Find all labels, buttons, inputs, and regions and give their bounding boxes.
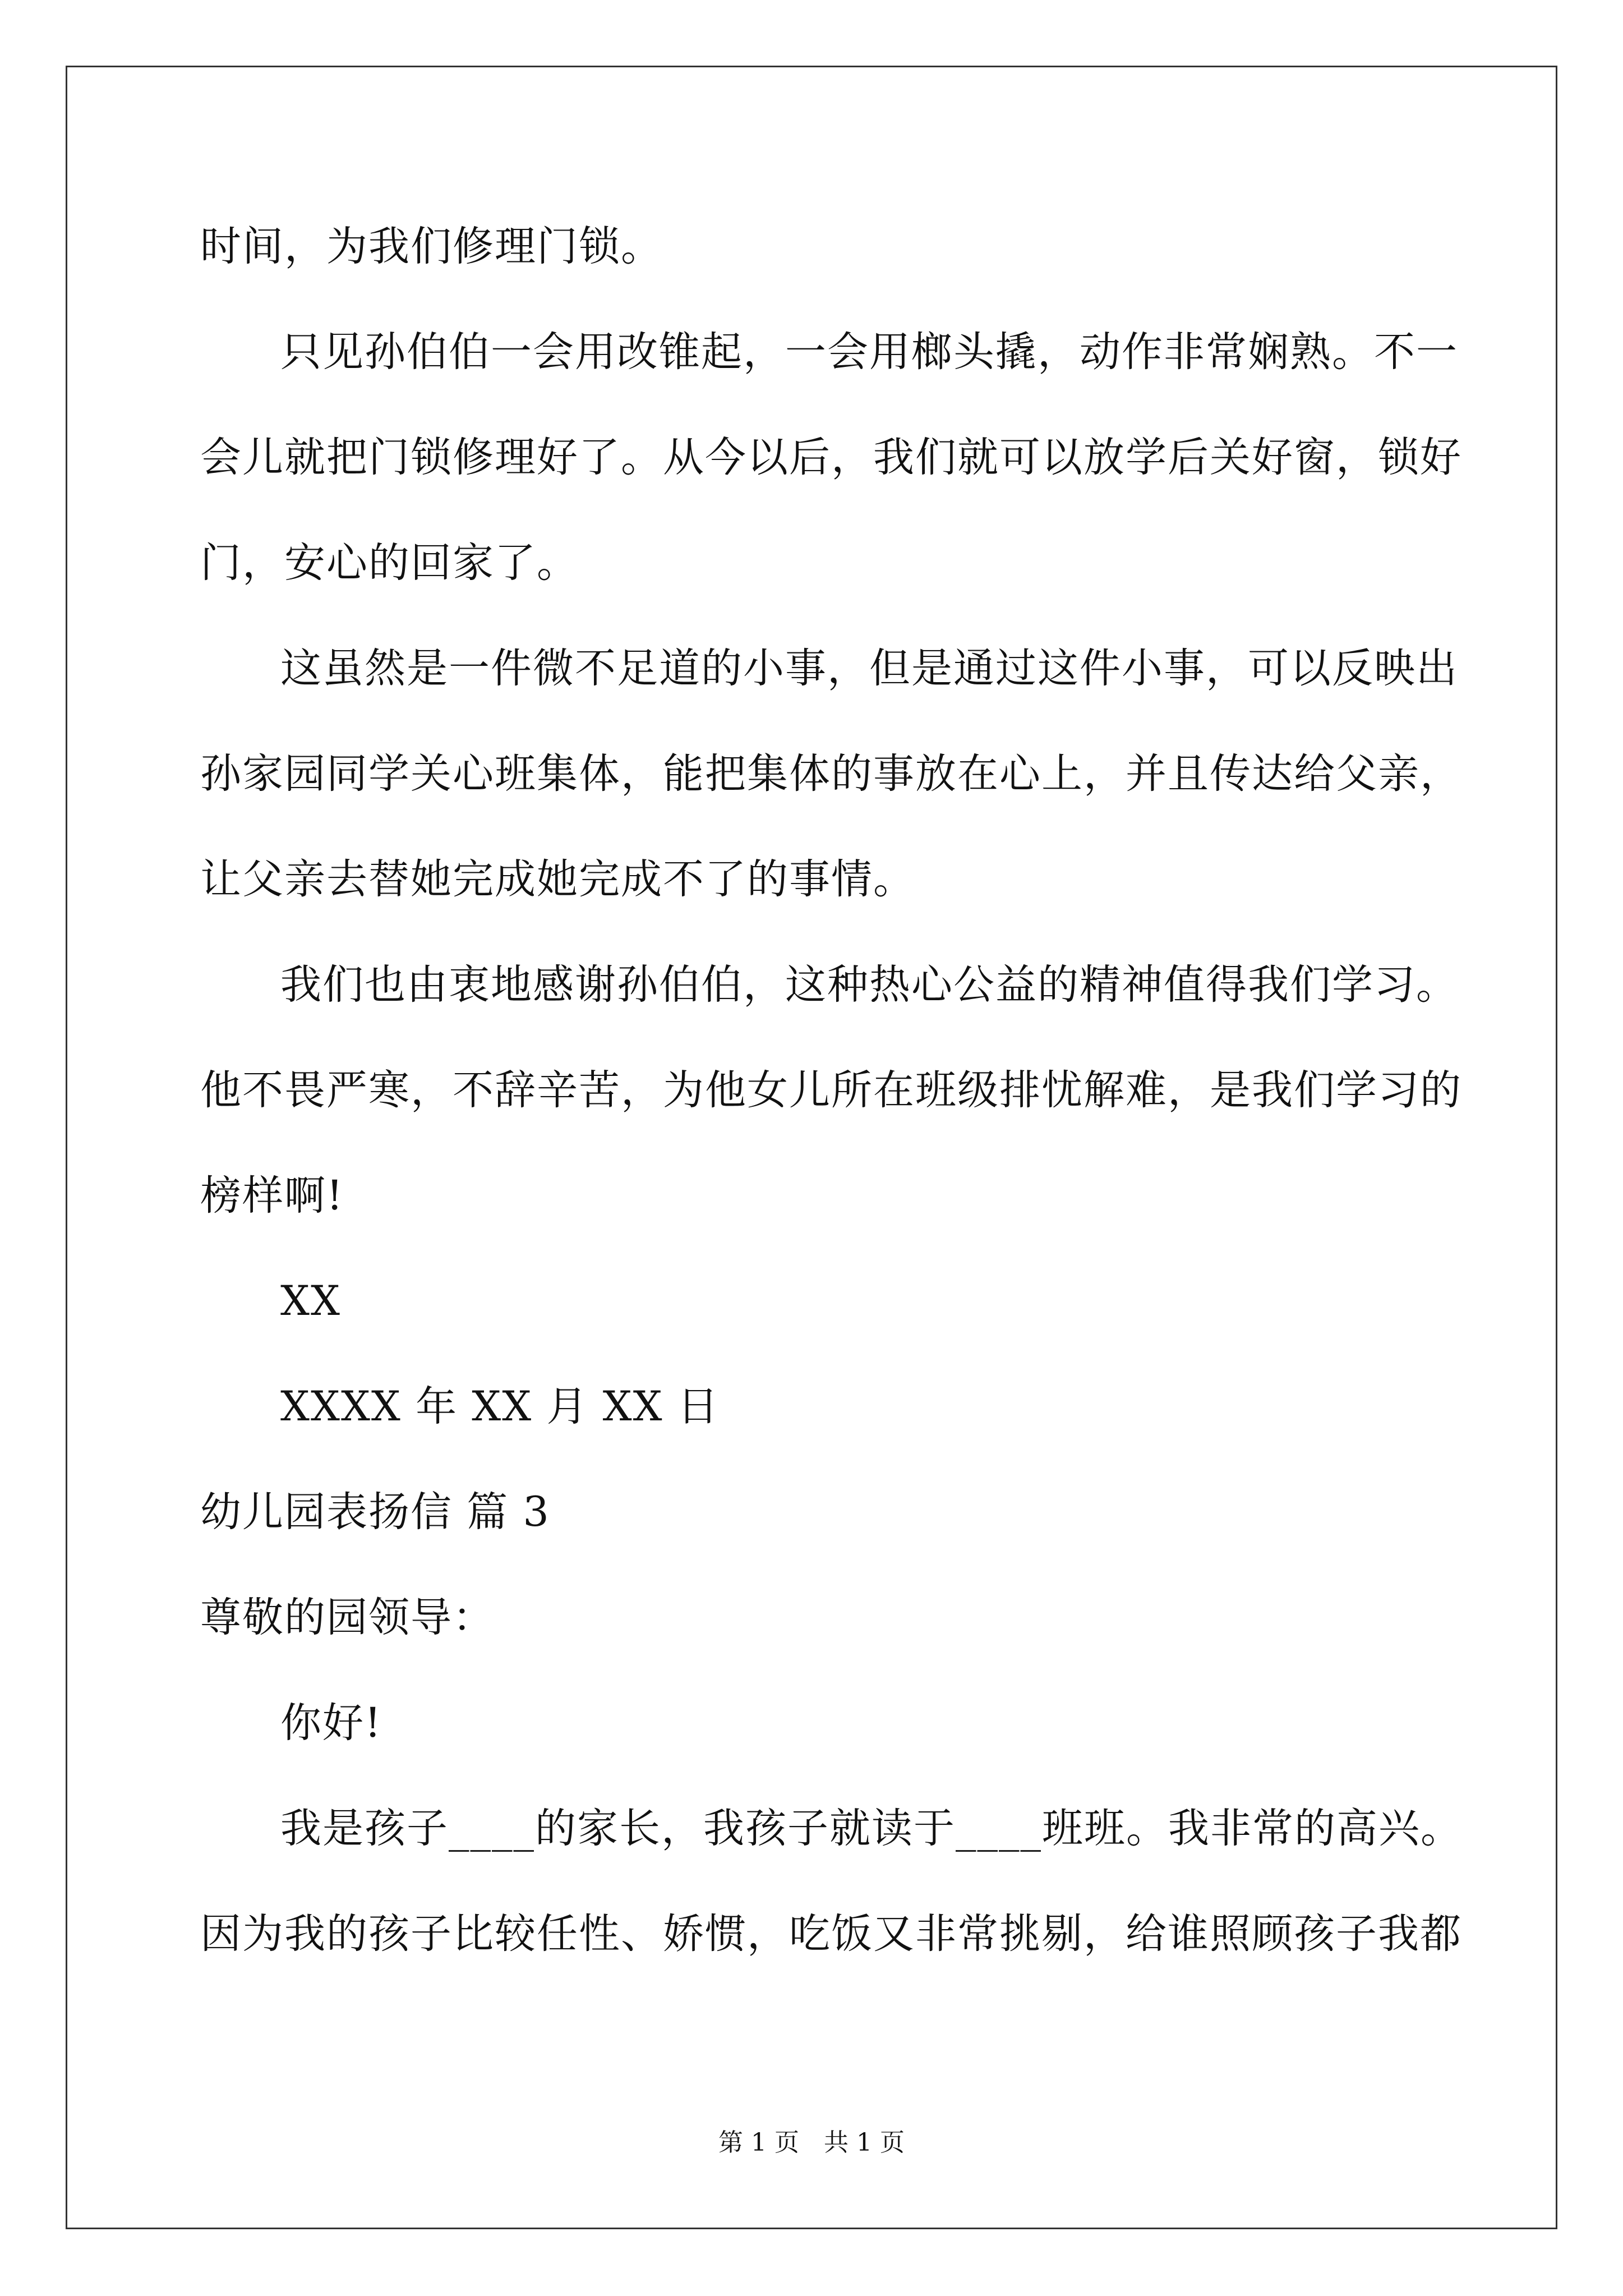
text-line-10: 榜样啊! bbox=[200, 1172, 344, 1220]
greeting: 你好! bbox=[280, 1699, 382, 1747]
text-line-16: 我是孩子____的家长，我孩子就读于____班班。我非常的高兴。 bbox=[280, 1805, 1463, 1852]
page-border bbox=[66, 66, 1557, 2229]
text-line-1: 时间，为我们修理门锁。 bbox=[200, 223, 663, 270]
text-line-5: 这虽然是一件微不足道的小事，但是通过这件小事，可以反映出 bbox=[280, 645, 1458, 692]
signature-name: XX bbox=[280, 1277, 341, 1325]
text-line-6: 孙家园同学关心班集体，能把集体的事放在心上，并且传达给父亲， bbox=[200, 750, 1462, 798]
salutation: 尊敬的园领导： bbox=[200, 1594, 495, 1641]
text-line-17: 因为我的孩子比较任性、娇惯，吃饭又非常挑剔，给谁照顾孩子我都 bbox=[200, 1910, 1462, 1958]
section-heading: 幼儿园表扬信 篇 3 bbox=[200, 1488, 550, 1536]
text-line-3: 会儿就把门锁修理好了。从今以后，我们就可以放学后关好窗，锁好 bbox=[200, 434, 1462, 481]
signature-date: XXXX 年 XX 月 XX 日 bbox=[280, 1383, 720, 1430]
text-line-9: 他不畏严寒，不辞辛苦，为他女儿所在班级排忧解难，是我们学习的 bbox=[200, 1066, 1462, 1114]
text-line-4: 门，安心的回家了。 bbox=[200, 539, 579, 587]
page-footer: 第 1 页 共 1 页 bbox=[718, 2128, 905, 2157]
text-line-8: 我们也由衷地感谢孙伯伯，这种热心公益的精神值得我们学习。 bbox=[280, 961, 1458, 1009]
text-line-2: 只见孙伯伯一会用改锥起，一会用榔头撬，动作非常娴熟。不一 bbox=[280, 328, 1458, 376]
text-line-7: 让父亲去替她完成她完成不了的事情。 bbox=[200, 855, 915, 903]
